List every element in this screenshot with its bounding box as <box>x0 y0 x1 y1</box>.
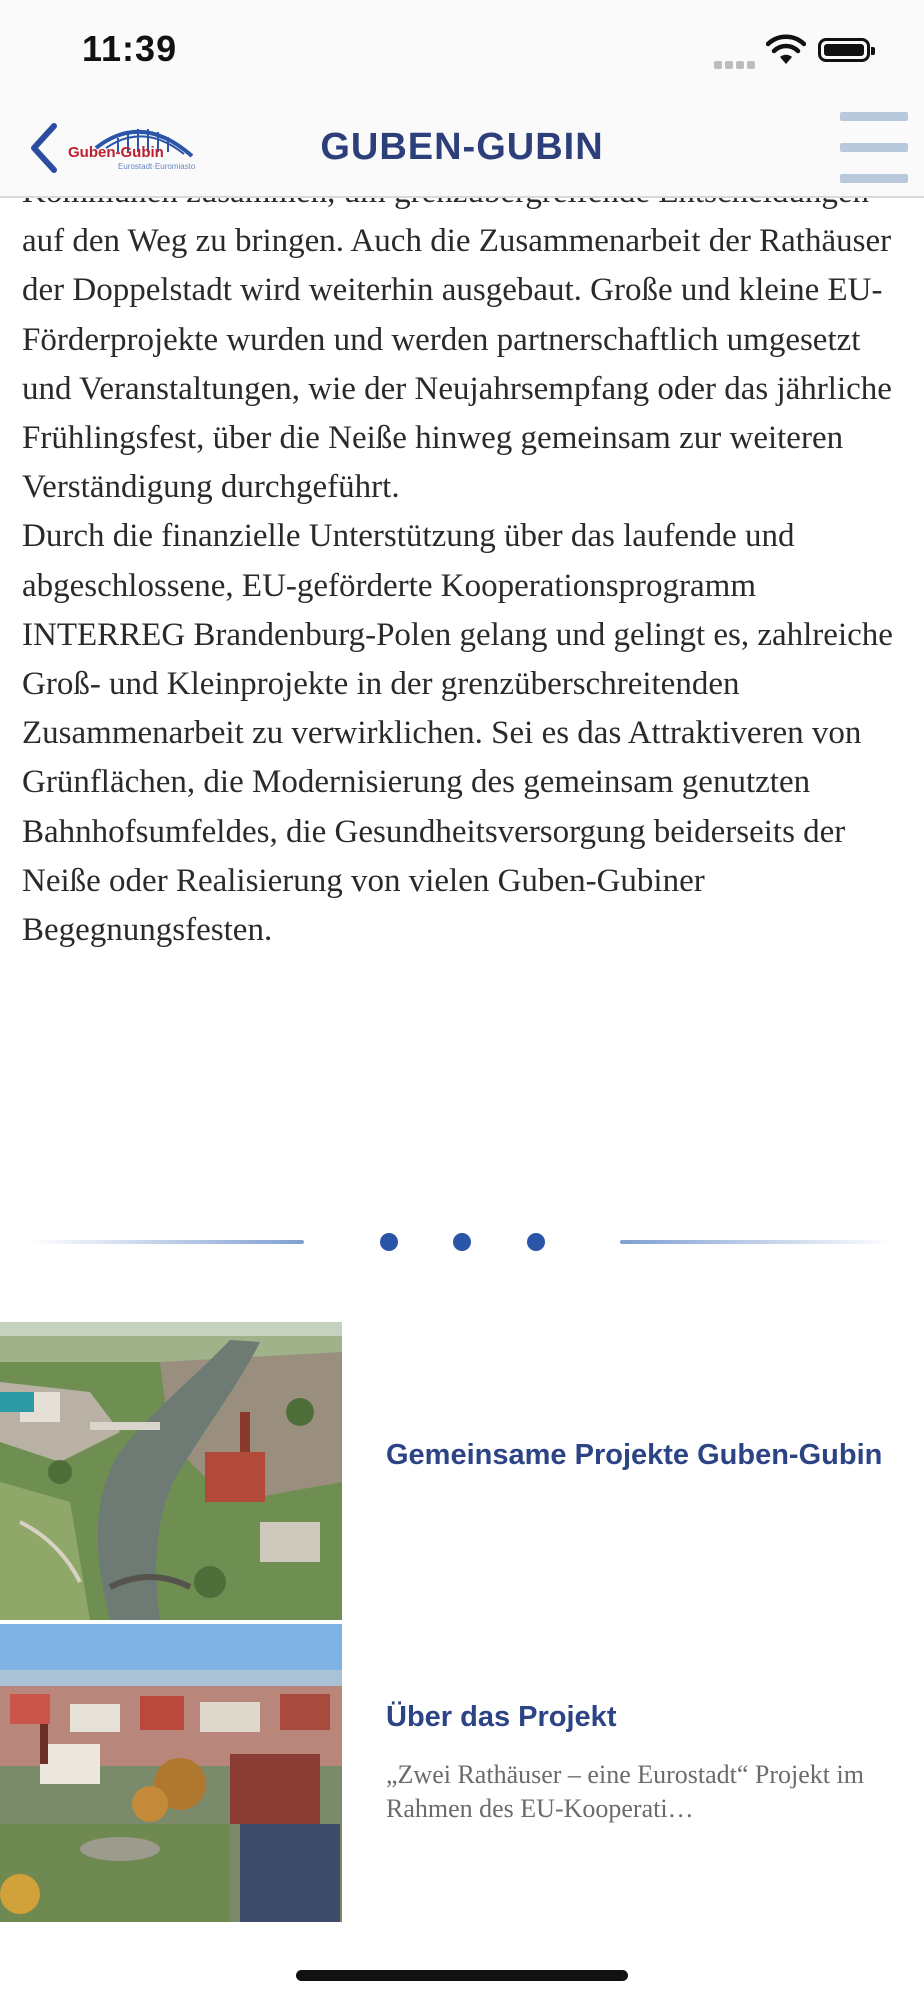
aerial-photo-river-town <box>0 1322 342 1620</box>
article-scroll-area[interactable] <box>0 150 924 1150</box>
card-description: „Zwei Rathäuser – eine Eurostadt“ Projekt im Rahmen des EU-Kooperati… <box>386 1760 864 1823</box>
article-paragraph: auf den Weg zu bringen. Auch die Zusammenarbeit der Rathäuser der Doppelstadt wird weiterhin ausgebaut. Große und kleine EU-Förderprojekte wurden und werden partnerschaftlich umgesetzt und Veranstaltungen, wie der Neujahrsempfang oder das jährliche Frühlingsfest, über die Neiße hinweg gemeinsam zur weiteren Verständigung durchgeführt. <box>22 223 892 506</box>
divider-dot <box>453 1233 471 1251</box>
logo-subtitle: Eurostadt·Euromiasto <box>118 162 196 171</box>
aerial-photo-town-center <box>0 1624 342 1922</box>
section-divider <box>0 1232 924 1252</box>
divider-dot <box>527 1233 545 1251</box>
card-gemeinsame-projekte[interactable] <box>0 1322 924 1620</box>
card-title: Über das Projekt <box>386 1701 617 1733</box>
page-title: GUBEN-GUBIN <box>320 126 604 168</box>
article-body <box>22 168 902 955</box>
divider-dot <box>380 1233 398 1251</box>
card-title: Gemeinsame Projekte Guben-Gubin <box>386 1439 883 1471</box>
divider-line-left <box>30 1240 304 1244</box>
hamburger-menu-icon[interactable] <box>840 112 908 184</box>
status-time: 11:39 <box>82 28 178 69</box>
wifi-icon <box>766 34 806 66</box>
logo-text: Guben-Gubin <box>68 144 164 161</box>
nav-bar <box>0 100 924 198</box>
home-indicator[interactable] <box>296 1970 628 1981</box>
article-paragraph: Durch die finanzielle Unterstützung über das laufende und abgeschlossene, EU-geförderte Kooperationsprogramm INTERREG Brandenburg-Polen gelang und gelingt es, zahlreiche Groß- und Kleinprojekte in der grenzüberschreitenden Zusammenarbeit zu verwirklichen. Sei es das Attraktiveren von Grünflächen, die Modernisierung des gemeinsam genutzten Bahnhofsumfeldes, die Gesundheitsversorgung beiderseits der Neiße oder Realisierung von vielen Guben-Gubiner Begegnungsfesten. <box>22 518 893 949</box>
cellular-signal-icon <box>714 56 758 64</box>
battery-icon <box>818 38 870 62</box>
status-bar <box>0 0 924 100</box>
card-ueber-das-projekt[interactable] <box>0 1624 924 1922</box>
divider-line-right <box>620 1240 894 1244</box>
